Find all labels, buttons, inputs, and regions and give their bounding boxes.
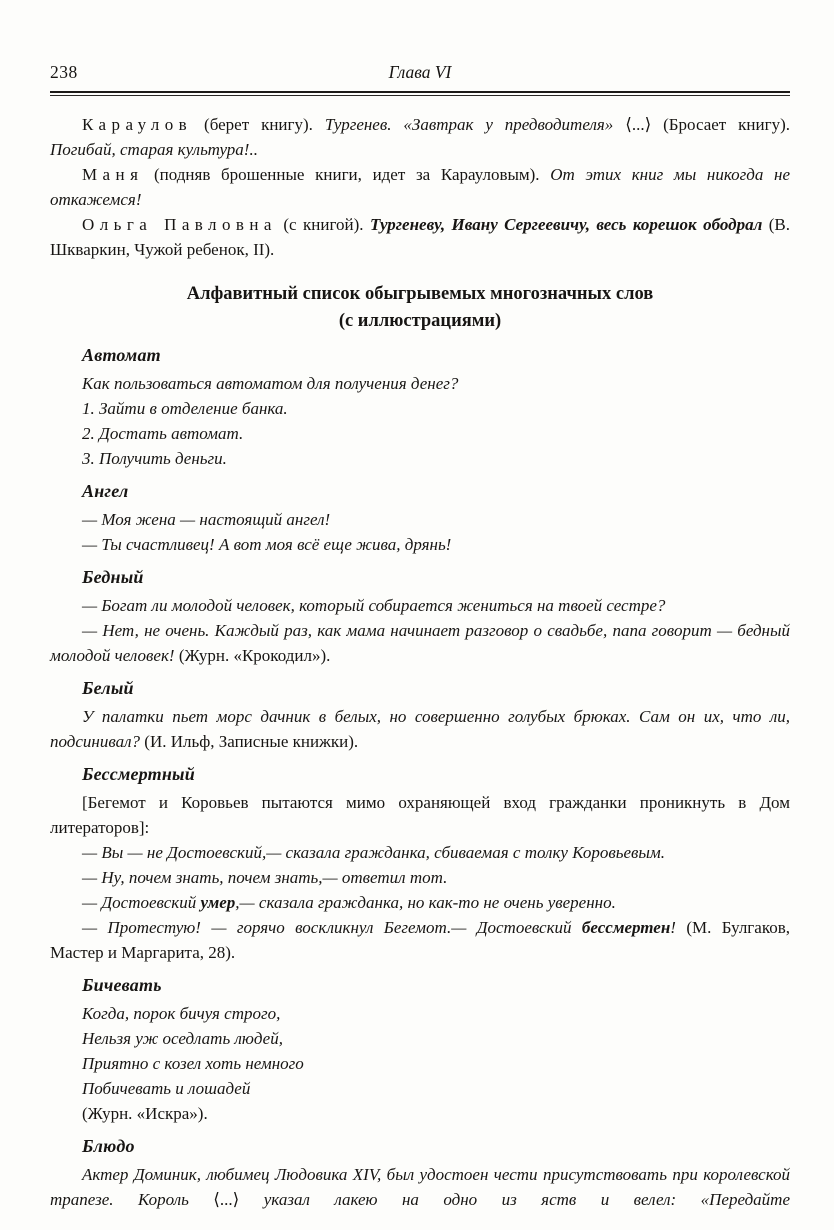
text-segment: — Ты счастливец! А вот моя всё еще жива, дрянь! <box>82 535 452 554</box>
entry-paragraph <box>82 1026 790 1051</box>
chapter-title: Глава VI <box>388 62 452 82</box>
entry-headword: Бичевать <box>82 975 162 995</box>
entry-paragraph <box>50 915 790 965</box>
text-segment: умер <box>200 893 236 912</box>
entry-paragraph <box>50 1162 790 1212</box>
text-segment: бессмертен <box>581 918 671 937</box>
text-segment: 3. Получить деньги. <box>82 449 227 468</box>
text-segment: Тургенев. «Завтрак у предводителя» <box>324 115 626 134</box>
entry-paragraph <box>50 396 790 421</box>
entry-paragraph <box>50 593 790 618</box>
text-segment: (И. Ильф, Записные книжки). <box>144 732 359 751</box>
page-number: 238 <box>50 62 78 82</box>
dictionary-entry <box>50 343 790 471</box>
section-title <box>50 281 790 335</box>
text-segment: (В. Шкваркин, Чужой ребенок, II). <box>50 215 790 259</box>
text-segment: Нельзя уж оседлать людей, <box>82 1029 283 1048</box>
running-head <box>50 60 790 86</box>
entry-headword: Ангел <box>82 481 129 501</box>
text-segment: — Достоевский <box>82 893 201 912</box>
entry-paragraph <box>50 618 790 668</box>
section-title-line1: Алфавитный список обыгрывемых многозначных слов <box>186 284 654 304</box>
dictionary-entry <box>50 565 790 668</box>
section-title-line2: (с иллюстрациями) <box>338 311 502 331</box>
entry-paragraph <box>50 790 790 840</box>
entry-headword: Автомат <box>82 345 161 365</box>
text-segment: Караулов <box>82 115 193 134</box>
text-segment: (Журн. «Крокодил»). <box>178 646 331 665</box>
text-segment: Маня <box>82 165 144 184</box>
entry-paragraph <box>50 446 790 471</box>
text-segment: (подняв брошенные книги, идет за Карауловым). <box>143 165 551 184</box>
entry-headword: Блюдо <box>82 1136 135 1156</box>
text-segment: ,— сказала гражданка, но как-то не очень уверенно. <box>235 893 616 912</box>
dictionary-entry <box>50 479 790 557</box>
entry-paragraph <box>82 1001 790 1026</box>
text-segment: Актер Доминик, любимец Людовика XIV, был удостоен чести присутствовать при королевской трапезе. Король <box>50 1165 790 1209</box>
text-segment: — Богат ли молодой человек, который собирается жениться на твоей сестре? <box>82 596 666 615</box>
text-segment: — Нет, не очень. Каждый раз, как мама начинает разговор о свадьбе, папа говорит — бедный молодой человек! <box>50 621 790 665</box>
text-segment: От этих книг мы никогда не откажемся! <box>50 165 791 209</box>
entry-paragraph <box>50 865 790 890</box>
text-segment: Когда, порок бичуя строго, <box>82 1004 281 1023</box>
entry-paragraph <box>50 704 790 754</box>
entry-headword: Белый <box>82 678 134 698</box>
entry-headword: Бессмертный <box>82 764 195 784</box>
dictionary-entry <box>50 973 790 1126</box>
stage-dialogue-paragraph <box>50 112 790 162</box>
dictionary-entry <box>50 762 790 965</box>
text-segment: У палатки пьет морс дачник в белых, но совершенно голубых брюках. Сам он их, что ли, подсинивал? <box>50 707 790 751</box>
text-segment: Приятно с козел хоть немного <box>82 1054 304 1073</box>
text-segment: Погибай, старая культура!.. <box>50 140 258 159</box>
text-segment: [Бегемот и Коровьев пытаются мимо охраняющей вход гражданки проникнуть в Дом литераторов]: <box>50 793 790 837</box>
text-segment: 2. Достать автомат. <box>82 424 244 443</box>
entry-paragraph <box>82 1076 790 1101</box>
dictionary-entry <box>50 1134 790 1212</box>
entry-paragraph <box>50 421 790 446</box>
text-segment: Побичевать и лошадей <box>82 1079 251 1098</box>
stage-dialogue-paragraph <box>50 212 790 262</box>
stage-dialogue-paragraph <box>50 162 790 212</box>
entry-headword: Бедный <box>82 567 144 587</box>
text-segment: ⟨...⟩ <box>213 1190 264 1209</box>
text-segment: (берет книгу). <box>192 115 325 134</box>
entry-paragraph <box>50 371 790 396</box>
text-segment: указал лакею на одно из яств и велел: «Передайте <box>263 1190 791 1209</box>
entry-paragraph <box>50 890 790 915</box>
entries-list <box>50 343 790 1212</box>
text-segment: (Журн. «Искра»). <box>82 1104 208 1123</box>
text-segment: 1. Зайти в отделение банка. <box>82 399 288 418</box>
text-segment: — Вы — не Достоевский,— сказала гражданка, сбиваемая с толку Коровьевым. <box>82 843 666 862</box>
text-segment: Тургеневу, Ивану Сергеевичу, весь корешок ободрал <box>369 215 763 234</box>
intro-block <box>50 112 790 262</box>
text-segment: (с книгой). <box>276 215 370 234</box>
dictionary-entry <box>50 676 790 754</box>
entry-paragraph <box>82 1101 790 1126</box>
text-segment: ⟨...⟩ (Бросает книгу). <box>625 115 790 134</box>
header-rule <box>50 91 790 96</box>
text-segment: Как пользоваться автоматом для получения денег? <box>82 374 459 393</box>
text-segment: — Протестую! — горячо воскликнул Бегемот.— Достоевский <box>82 918 582 937</box>
entry-paragraph <box>50 840 790 865</box>
entry-paragraph <box>50 507 790 532</box>
text-segment: ! <box>670 918 687 937</box>
text-segment: — Моя жена — настоящий ангел! <box>82 510 331 529</box>
text-segment: Ольга Павловна <box>82 215 277 234</box>
entry-paragraph <box>50 532 790 557</box>
text-segment: — Ну, почем знать, почем знать,— ответил тот. <box>82 868 448 887</box>
text-segment: (М. Булгаков, Мастер и Маргарита, 28). <box>50 918 790 962</box>
entry-paragraph <box>82 1051 790 1076</box>
